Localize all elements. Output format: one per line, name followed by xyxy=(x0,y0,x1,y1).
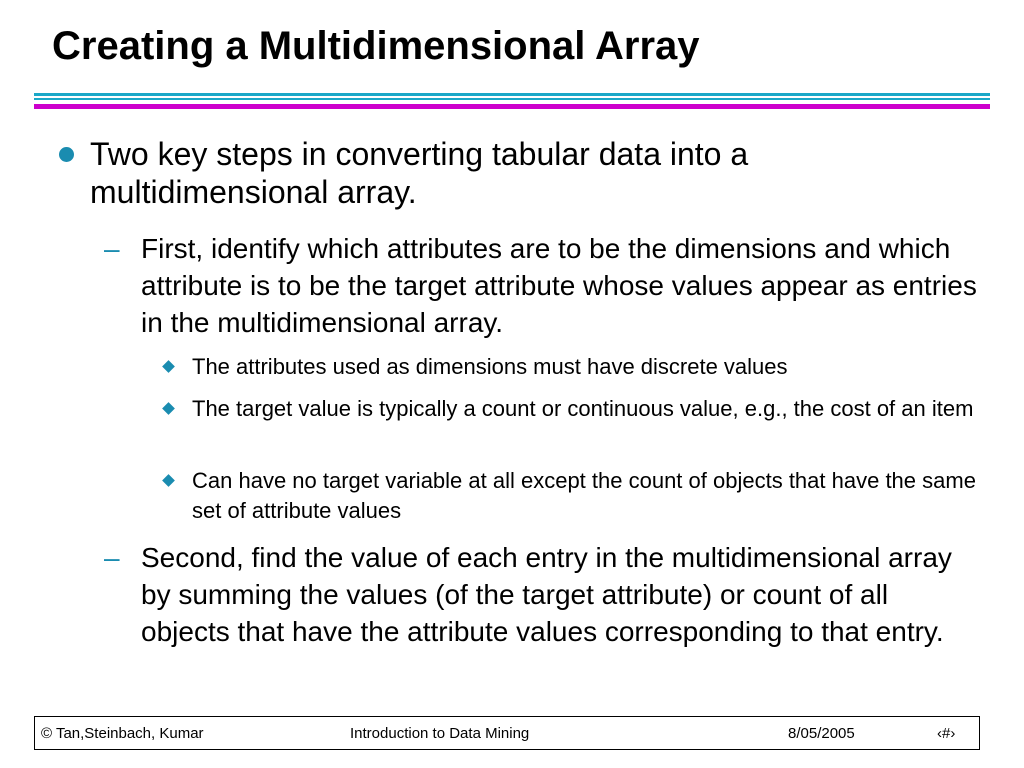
diamond-bullet-icon xyxy=(162,402,175,415)
diamond-bullet-icon xyxy=(162,360,175,373)
bullet-text: Can have no target variable at all except the count of objects that have the same set of attribute values xyxy=(192,468,976,523)
footer-page-number: ‹#› xyxy=(937,725,956,742)
dash-bullet-icon: – xyxy=(104,542,120,573)
bullet-level3 xyxy=(192,352,982,382)
title-underline-magenta xyxy=(34,104,990,109)
bullet-text: Two key steps in converting tabular data into a multidimensional array. xyxy=(90,136,749,210)
title-underline-teal-thin xyxy=(34,98,990,100)
bullet-level3 xyxy=(192,394,982,424)
bullet-text: The attributes used as dimensions must have discrete values xyxy=(192,354,788,379)
round-bullet-icon xyxy=(59,147,74,162)
bullet-level1 xyxy=(90,135,970,211)
bullet-text: The target value is typically a count or continuous value, e.g., the cost of an item xyxy=(192,396,974,421)
bullet-text: Second, find the value of each entry in the multidimensional array by summing the values (of the target attribute) or count of all objects that have the attribute values corresponding to that entry. xyxy=(141,542,952,647)
dash-bullet-icon: – xyxy=(104,233,120,264)
bullet-level2 xyxy=(104,539,981,650)
diamond-bullet-icon xyxy=(162,474,175,487)
footer-date: 8/05/2005 xyxy=(788,725,855,742)
title-underline-teal xyxy=(34,93,990,96)
slide-title: Creating a Multidimensional Array xyxy=(52,24,700,68)
bullet-level2 xyxy=(104,230,981,341)
bullet-level3 xyxy=(192,466,982,526)
bullet-text: First, identify which attributes are to be the dimensions and which attribute is to be the target attribute whose values appear as entries in the multidimensional array. xyxy=(141,233,977,338)
footer-course-title: Introduction to Data Mining xyxy=(350,725,530,742)
slide-footer xyxy=(34,716,980,750)
footer-copyright: © Tan,Steinbach, Kumar xyxy=(41,725,204,742)
